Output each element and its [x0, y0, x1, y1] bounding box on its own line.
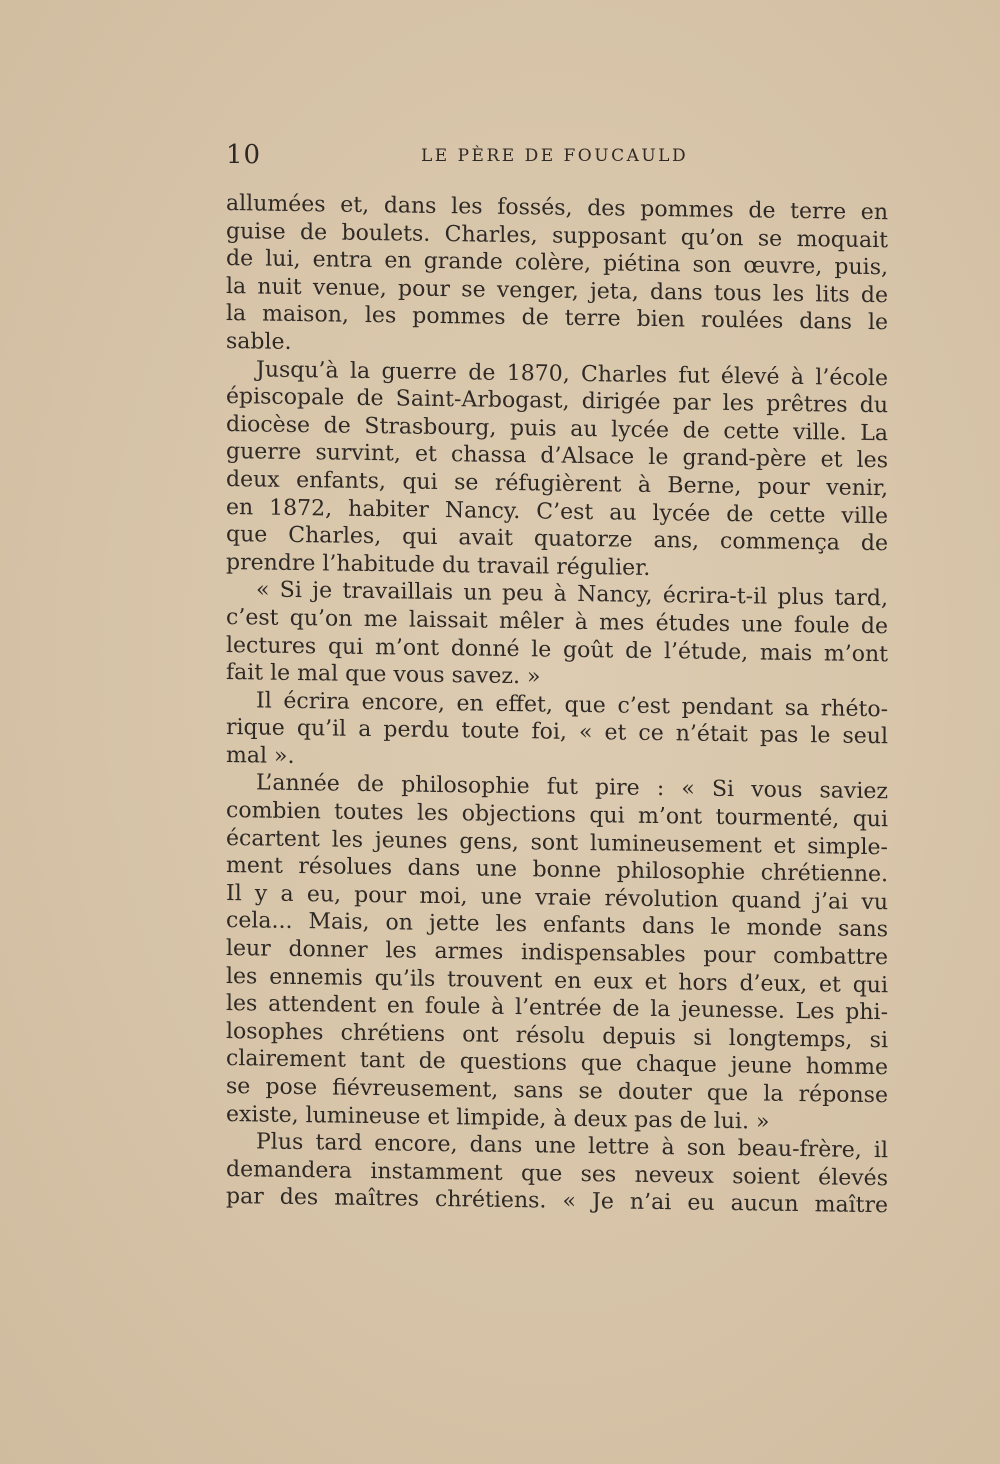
text-line: se pose fiévreusement, sans se douter que la réponse — [226, 1074, 888, 1109]
text-line: épiscopale de Saint-Arbogast, dirigée par les prêtres du — [226, 384, 888, 419]
text-line: L’année de philosophie fut pire : « Si vous saviez — [256, 770, 888, 805]
page-header — [226, 140, 892, 172]
text-line: diocèse de Strasbourg, puis au lycée de cette ville. La — [226, 411, 888, 446]
paragraph — [226, 687, 888, 779]
text-line: par des maîtres chrétiens. « Je n’ai eu aucun maître — [226, 1184, 888, 1219]
text-line: Il écrira encore, en effet, que c’est pendant sa rhéto- — [256, 688, 888, 722]
text-line: les attendent en foule à l’entrée de la jeunesse. Les phi- — [226, 991, 888, 1026]
paragraph — [226, 576, 888, 696]
text-line: existe, lumineuse et limpide, à deux pas de lui. » — [226, 1101, 770, 1135]
text-line: « Si je travaillais un peu à Nancy, écrira-t-il plus tard, — [256, 577, 888, 612]
text-line: la nuit venue, pour se venger, jeta, dans tous les lits de — [226, 273, 888, 309]
text-line: guise de boulets. Charles, supposant qu’on se moquait — [226, 218, 888, 253]
text-line: lectures qui m’ont donné le goût de l’étude, mais m’ont — [226, 632, 888, 667]
text-line: losophes chrétiens ont résolu depuis si longtemps, si — [226, 1018, 888, 1054]
text-line: demandera instamment que ses neveux soient élevés — [226, 1156, 888, 1192]
text-line: clairement tant de questions que chaque jeune homme — [226, 1046, 888, 1081]
text-line: rique qu’il a perdu toute foi, « et ce n’était pas le seul — [226, 715, 888, 750]
running-title: LE PÈRE DE FOUCAULD — [421, 146, 689, 166]
text-line: guerre survint, et chassa d’Alsace le grand-père et les — [226, 439, 888, 474]
paragraph — [226, 190, 888, 365]
text-line: leur donner les armes indispensables pour combattre — [226, 936, 888, 971]
body-text — [226, 190, 888, 1220]
text-line: ment résolues dans une bonne philosophie chrétienne. — [226, 853, 888, 888]
text-line: c’est qu’on me laissait mêler à mes études une foule de — [226, 604, 888, 640]
page-number: 10 — [226, 140, 262, 170]
paragraph — [226, 356, 888, 586]
text-line: allumées et, dans les fossés, des pommes de terre en — [226, 191, 888, 226]
text-line: de lui, entra en grande colère, piétina son œuvre, puis, — [226, 246, 888, 281]
paragraph — [226, 769, 888, 1137]
paragraph — [226, 1128, 888, 1220]
text-line: Il y a eu, pour moi, une vraie révolution quand j’ai vu — [226, 880, 888, 916]
text-line: écartent les jeunes gens, sont lumineusement et simple- — [226, 825, 888, 860]
text-line: deux enfants, qui se réfugièrent à Berne, pour venir, — [226, 466, 888, 502]
text-line: mal ». — [226, 742, 295, 769]
text-line: sable. — [226, 328, 292, 355]
text-line: les ennemis qu’ils trouvent en eux et hors d’eux, et qui — [226, 963, 888, 998]
text-line: Plus tard encore, dans une lettre à son beau-frère, il — [256, 1129, 888, 1164]
text-line: que Charles, qui avait quatorze ans, commença de — [226, 522, 888, 557]
text-line: fait le mal que vous savez. » — [226, 660, 541, 690]
text-line: Jusqu’à la guerre de 1870, Charles fut élevé à l’école — [256, 356, 888, 391]
text-line: cela... Mais, on jette les enfants dans le monde sans — [226, 908, 888, 943]
text-line: en 1872, habiter Nancy. C’est au lycée de cette ville — [226, 494, 888, 529]
text-line: prendre l’habitude du travail régulier. — [226, 549, 651, 581]
text-line: combien toutes les objections qui m’ont tourmenté, qui — [226, 798, 888, 833]
text-line: la maison, les pommes de terre bien roulées dans le — [226, 301, 888, 336]
